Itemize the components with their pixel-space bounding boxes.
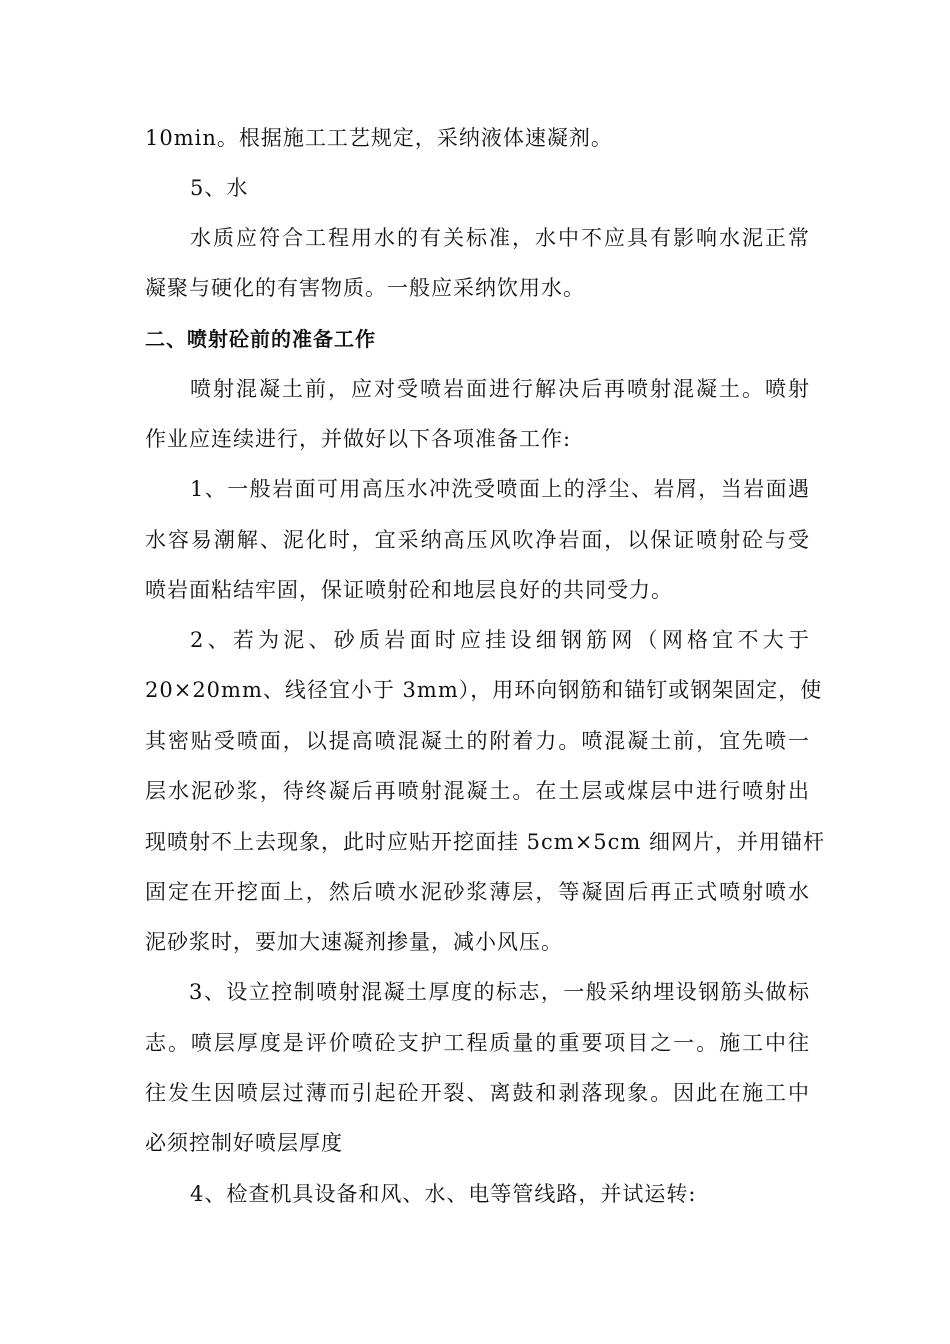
text-line: 10min。根据施工工艺规定，采纳液体速凝剂。 — [145, 126, 613, 150]
text-line: 层水泥砂浆，待终凝后再喷射混凝土。在土层或煤层中进行喷射出 — [145, 779, 810, 803]
text-line: 2、若为泥、砂质岩面时应挂设细钢筋网（网格宜不大于 — [190, 628, 810, 652]
text-line: 喷岩面粘结牢固，保证喷射砼和地层良好的共同受力。 — [145, 578, 673, 602]
text-line: 3、设立控制喷射混凝土厚度的标志，一般采纳埋设钢筋头做标 — [189, 980, 810, 1004]
subheading-water: 5、水 — [190, 176, 249, 200]
text-line: 水质应符合工程用水的有关标准，水中不应具有影响水泥正常 — [190, 226, 810, 250]
text-line: 水容易潮解、泥化时，宜采纳高压风吹净岩面，以保证喷射砼与受 — [145, 528, 810, 552]
text-line: 泥砂浆时，要加大速凝剂掺量，减小风压。 — [145, 930, 563, 954]
text-line: 现喷射不上去现象，此时应贴开挖面挂 5cm×5cm 细网片，并用锚杆 — [145, 830, 826, 854]
section-heading: 二、喷射砼前的准备工作 — [145, 327, 376, 351]
text-line: 其密贴受喷面，以提高喷混凝土的附着力。喷混凝土前，宜先喷一 — [145, 729, 810, 753]
text-line: 必须控制好喷层厚度 — [145, 1131, 343, 1155]
text-line: 凝聚与硬化的有害物质。一般应采纳饮用水。 — [145, 276, 585, 300]
text-line: 20×20mm、线径宜小于 3mm），用环向钢筋和锚钉或钢架固定，使 — [145, 678, 823, 702]
text-line: 作业应连续进行，并做好以下各项准备工作: — [145, 427, 572, 451]
text-line: 固定在开挖面上，然后喷水泥砂浆薄层，等凝固后再正式喷射喷水 — [145, 880, 810, 904]
text-line: 喷射混凝土前，应对受喷岩面进行解决后再喷射混凝土。喷射 — [190, 377, 810, 401]
text-line: 1、一般岩面可用高压水冲洗受喷面上的浮尘、岩屑，当岩面遇 — [190, 477, 810, 501]
text-line: 往发生因喷层过薄而引起砼开裂、离鼓和剥落现象。因此在施工中 — [145, 1081, 810, 1105]
text-line: 4、检查机具设备和风、水、电等管线路，并试运转: — [190, 1182, 697, 1206]
text-line: 志。喷层厚度是评价喷砼支护工程质量的重要项目之一。施工中往 — [145, 1031, 810, 1055]
